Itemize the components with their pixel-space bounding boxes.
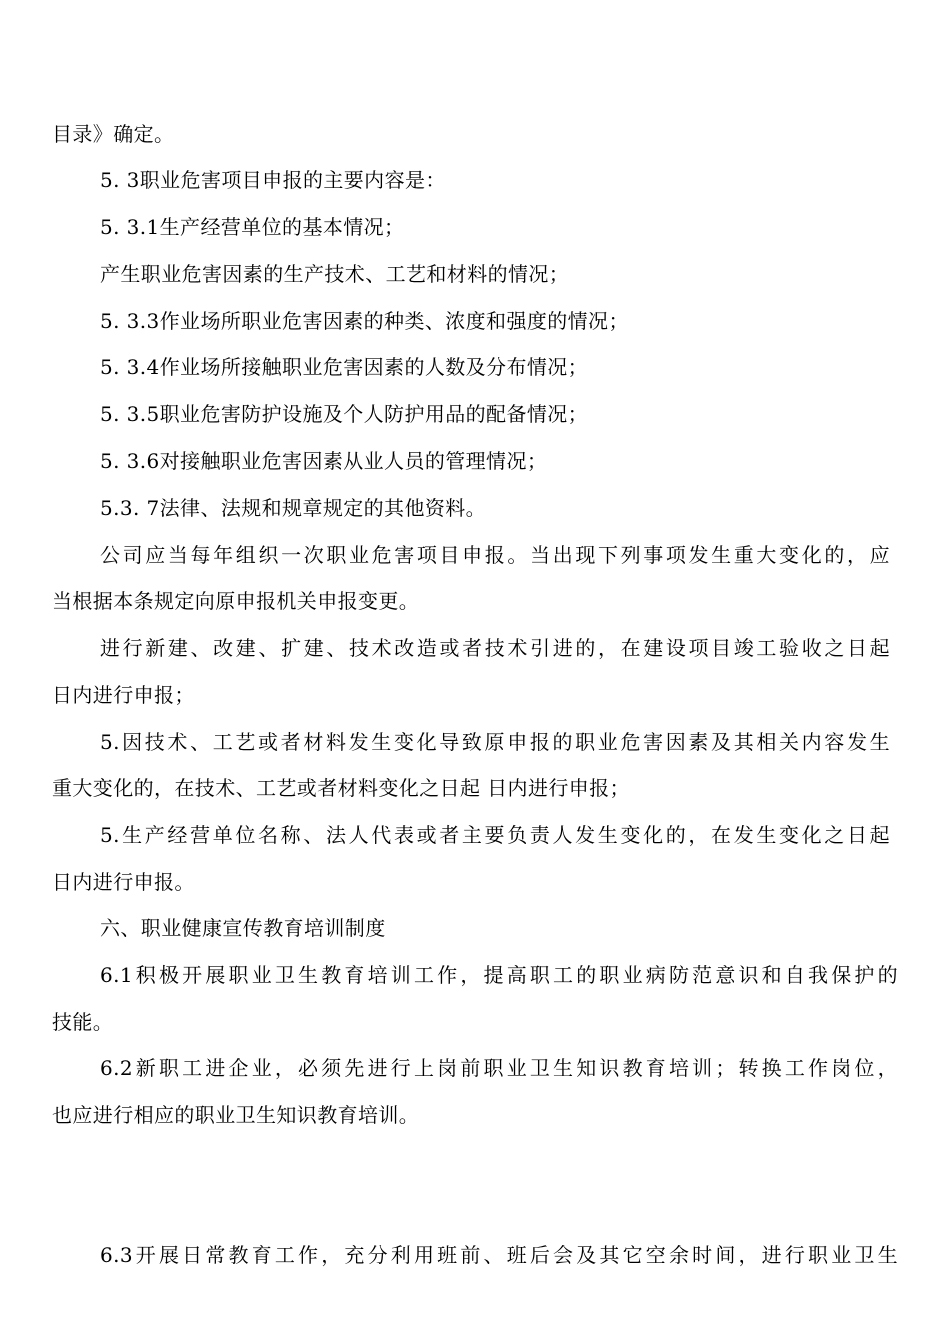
text-line-7: 5. 3.5职业危害防护设施及个人防护用品的配备情况； [100,402,589,426]
text-line-20: 技能。 [52,1010,114,1034]
text-line-1: 目录》确定。 [52,122,175,146]
text-line-16: 5.生产经营单位名称、法人代表或者主要负责人发生变化的，在发生变化之日起 [100,823,890,847]
text-line-17: 日内进行申报。 [52,870,195,894]
text-line-19: 6.1积极开展职业卫生教育培训工作，提高职工的职业病防范意识和自我保护的 [100,963,898,987]
text-line-22: 也应进行相应的职业卫生知识教育培训。 [52,1103,420,1127]
text-line-11: 当根据本条规定向原申报机关申报变更。 [52,589,420,613]
text-line-6: 5. 3.4作业场所接触职业危害因素的人数及分布情况； [100,355,589,379]
text-line-14: 5.因技术、工艺或者材料发生变化导致原申报的职业危害因素及其相关内容发生 [100,730,890,754]
text-line-8: 5. 3.6对接触职业危害因素从业人员的管理情况； [100,449,548,473]
text-line-5: 5. 3.3作业场所职业危害因素的种类、浓度和强度的情况； [100,309,629,333]
section-heading: 六、职业健康宣传教育培训制度 [100,916,386,940]
text-line-4: 产生职业危害因素的生产技术、工艺和材料的情况； [100,262,570,286]
text-line-13: 日内进行申报； [52,683,195,707]
text-line-12: 进行新建、改建、扩建、技术改造或者技术引进的，在建设项目竣工验收之日起 [100,636,890,660]
text-line-23: 6.3开展日常教育工作，充分利用班前、班后会及其它空余时间，进行职业卫生 [100,1243,898,1267]
text-line-9: 5.3. 7法律、法规和规章规定的其他资料。 [100,496,487,520]
text-line-21: 6.2新职工进企业，必须先进行上岗前职业卫生知识教育培训；转换工作岗位， [100,1056,898,1080]
text-line-2: 5. 3职业危害项目申报的主要内容是： [100,168,446,192]
text-line-10: 公司应当每年组织一次职业危害项目申报。当出现下列事项发生重大变化的，应 [100,543,890,567]
text-line-15: 重大变化的，在技术、工艺或者材料变化之日起 日内进行申报； [52,776,630,800]
text-line-3: 5. 3.1生产经营单位的基本情况； [100,215,405,239]
